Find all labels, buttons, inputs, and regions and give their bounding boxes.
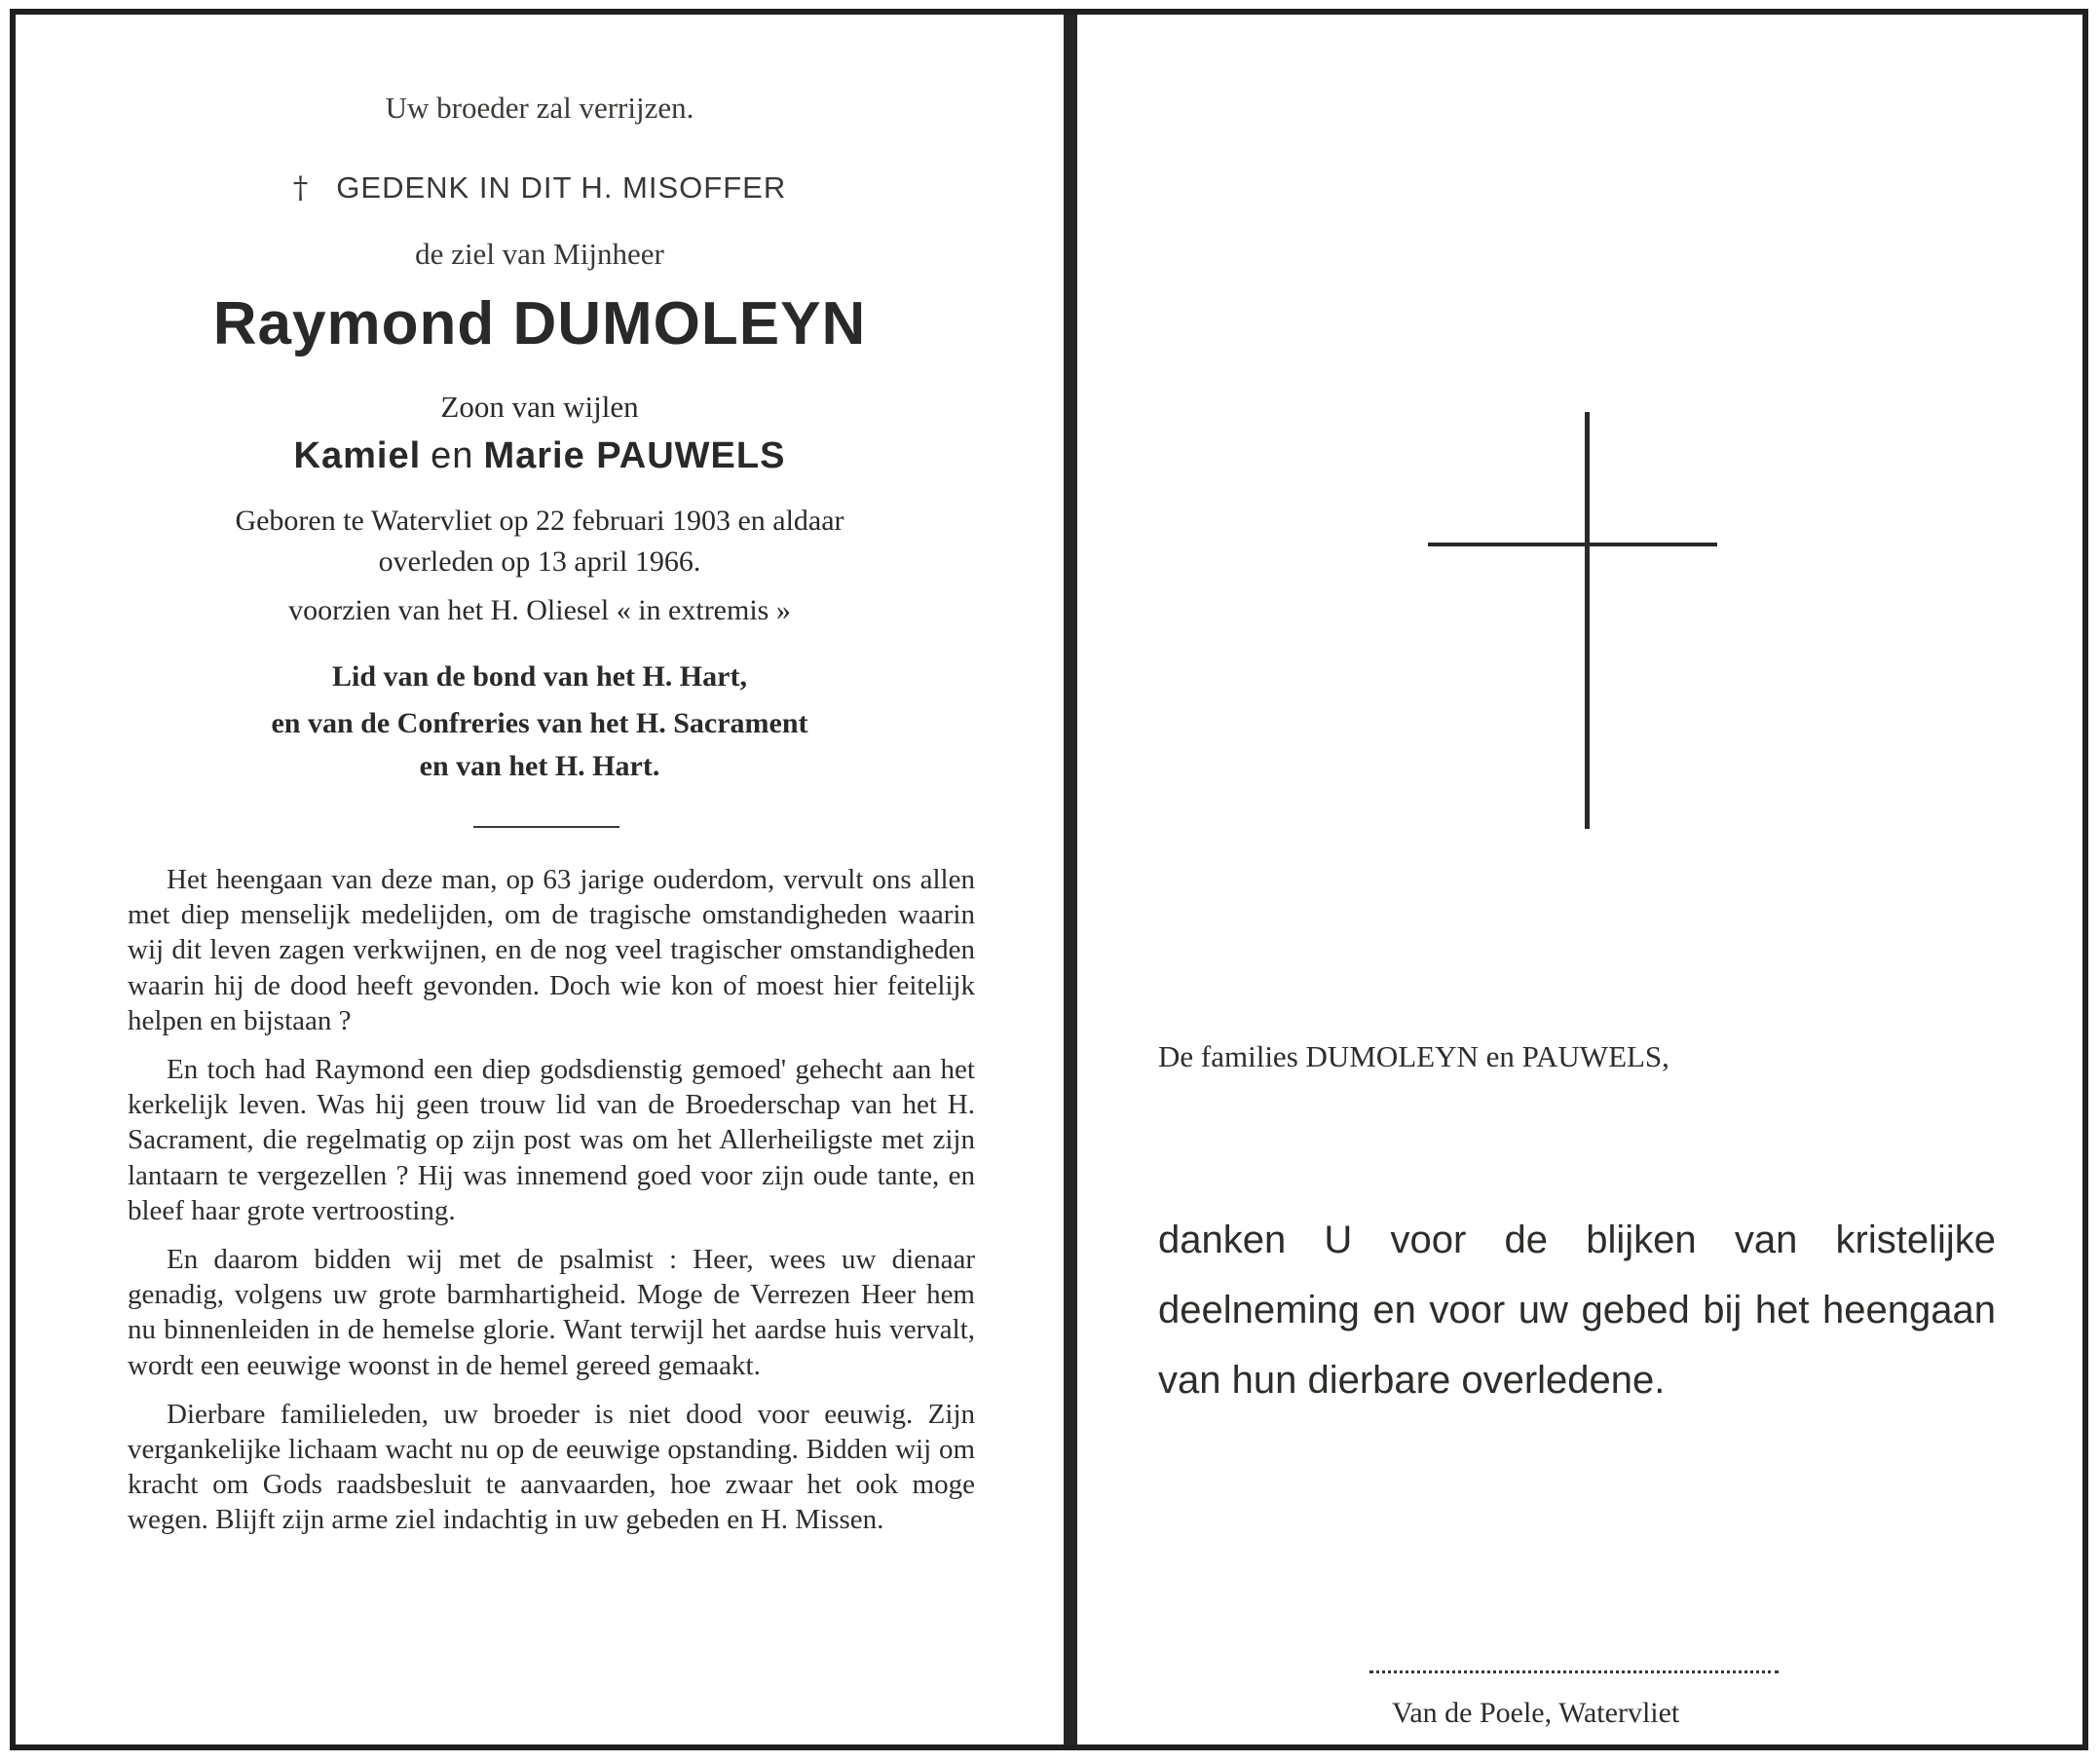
printer-credit: Van de Poele, Watervliet — [1392, 1697, 1680, 1729]
divider — [473, 826, 619, 828]
cross-icon-vertical — [1585, 412, 1590, 829]
deceased-name: Raymond DUMOLEYN — [212, 290, 867, 357]
parent-and: en — [431, 435, 474, 476]
left-panel — [16, 15, 1064, 1744]
paragraph-1: Het heengaan van deze man, op 63 jarige ouderdom, vervult ons allen met diep menselijk medelijden, om de tragische omstandigheden waarin wij dit leven zagen verkwijnen, en de nog veel tragischer omstandigheden waarin hij de dood heeft gevonden. Doch wie kon of moest hier feitelijk helpen en bijstaan ? — [128, 864, 975, 1036]
families-line: De families DUMOLEYN en PAUWELS, — [1158, 1039, 1669, 1073]
thanks-text: danken U voor de blijken van kristelijke deelneming en voor uw gebed bij het heengaan van hun dierbare overledene. — [1158, 1219, 1996, 1402]
memorial-card — [10, 9, 2088, 1750]
dotted-rule — [1369, 1670, 1779, 1673]
oliesel-line: voorzien van het H. Oliesel « in extremis » — [288, 594, 791, 626]
ziel-line: de ziel van Mijnheer — [415, 237, 664, 271]
parent-mother: Marie PAUWELS — [483, 435, 786, 476]
paragraph-3: En daarom bidden wij met de psalmist : Heer, wees uw dienaar genadig, volgens uw grote barmhartigheid. Moge de Verrezen Heer hem nu binnenleiden in de hemelse glorie. Want terwijl het aardse huis vervalt, wordt een eeuwige woonst in de hemel gereed gemaakt. — [128, 1244, 975, 1381]
gedenk-text: GEDENK IN DIT H. MISOFFER — [336, 170, 787, 205]
paragraph-4: Dierbare familieleden, uw broeder is niet dood voor eeuwig. Zijn vergankelijke lichaam wacht nu op de eeuwige opstanding. Bidden wij om kracht om Gods raadsbesluit te aanvaarden, hoe zwaar het ook moge wegen. Blijft zijn arme ziel indachtig in uw gebeden en H. Missen. — [128, 1398, 975, 1536]
birth-line-1: Geboren te Watervliet op 22 februari 1903 en aldaar — [235, 505, 844, 537]
zoon-line: Zoon van wijlen — [440, 390, 639, 424]
cross-icon-horizontal — [1428, 543, 1717, 546]
member-line-1: Lid van de bond van het H. Hart, — [332, 660, 747, 693]
member-line-2: en van de Confreries van het H. Sacrament — [271, 707, 808, 739]
verse: Uw broeder zal verrijzen. — [385, 91, 694, 125]
parent-father: Kamiel — [293, 435, 422, 476]
body-text — [128, 862, 975, 1552]
cross-icon: † — [292, 170, 310, 206]
right-panel — [1077, 15, 2082, 1744]
member-line-3: en van het H. Hart. — [419, 750, 660, 782]
gedenk-heading — [16, 170, 1064, 206]
paragraph-2: En toch had Raymond een diep godsdienstig gemoed' gehecht aan het kerkelijk leven. Was hij geen trouw lid van de Broederschap van het H. Sacrament, die regelmatig op zijn post was om het Allerheiligste met zijn lantaarn te vergezellen ? Hij was innemend goed voor zijn oude tante, en bleef haar grote vertroosting. — [128, 1054, 975, 1226]
parents-line — [16, 435, 1064, 477]
birth-line-2: overleden op 13 april 1966. — [378, 545, 701, 578]
fold-divider — [1064, 15, 1077, 1744]
